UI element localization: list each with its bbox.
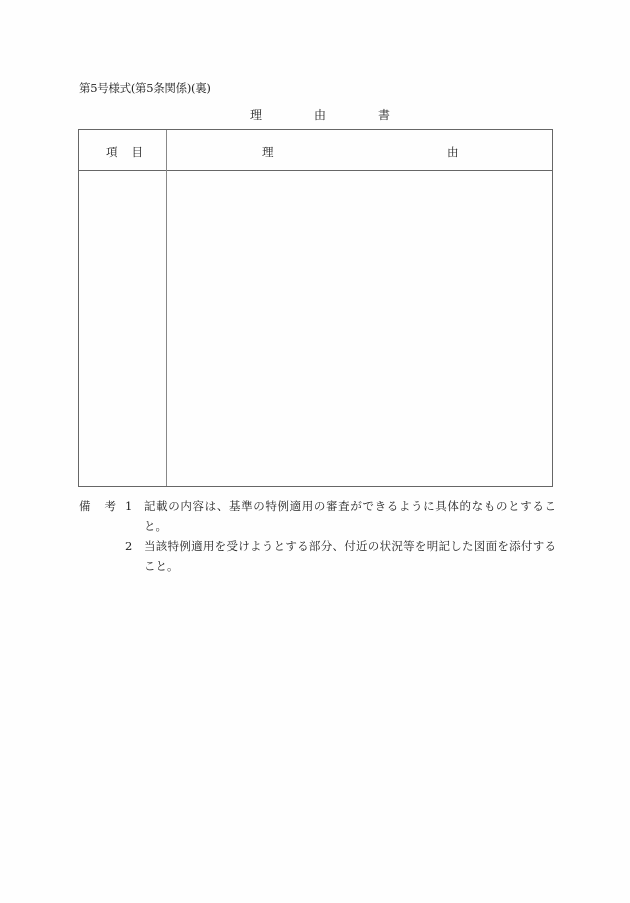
- reason-cell[interactable]: [167, 171, 552, 486]
- note-number: 2: [125, 539, 133, 553]
- title-char: 由: [313, 108, 326, 122]
- table-header-row: [79, 130, 552, 171]
- form-number: 第5号様式(第5条関係)(裏): [79, 81, 211, 95]
- title-char: 理: [250, 108, 263, 122]
- column-header-reason-char: 由: [447, 145, 459, 159]
- notes-label-char: 考: [104, 499, 116, 513]
- item-cell[interactable]: [79, 171, 166, 486]
- column-header-reason-char: 理: [262, 145, 274, 159]
- reason-table: [78, 129, 553, 487]
- notes-label: [79, 496, 116, 516]
- note-number: 1: [125, 499, 133, 513]
- title-char: 書: [377, 108, 390, 122]
- header-char: 項: [106, 145, 118, 159]
- notes-label-char: 備: [79, 499, 91, 513]
- column-header-item: [106, 144, 143, 160]
- note-text: 記載の内容は、基準の特例適用の審査ができるように具体的なものとすること。: [144, 499, 556, 533]
- note-text: 当該特例適用を受けようとする部分、付近の状況等を明記した図面を添付すること。: [144, 539, 556, 573]
- header-char: 目: [131, 145, 143, 159]
- document-title: [250, 106, 390, 123]
